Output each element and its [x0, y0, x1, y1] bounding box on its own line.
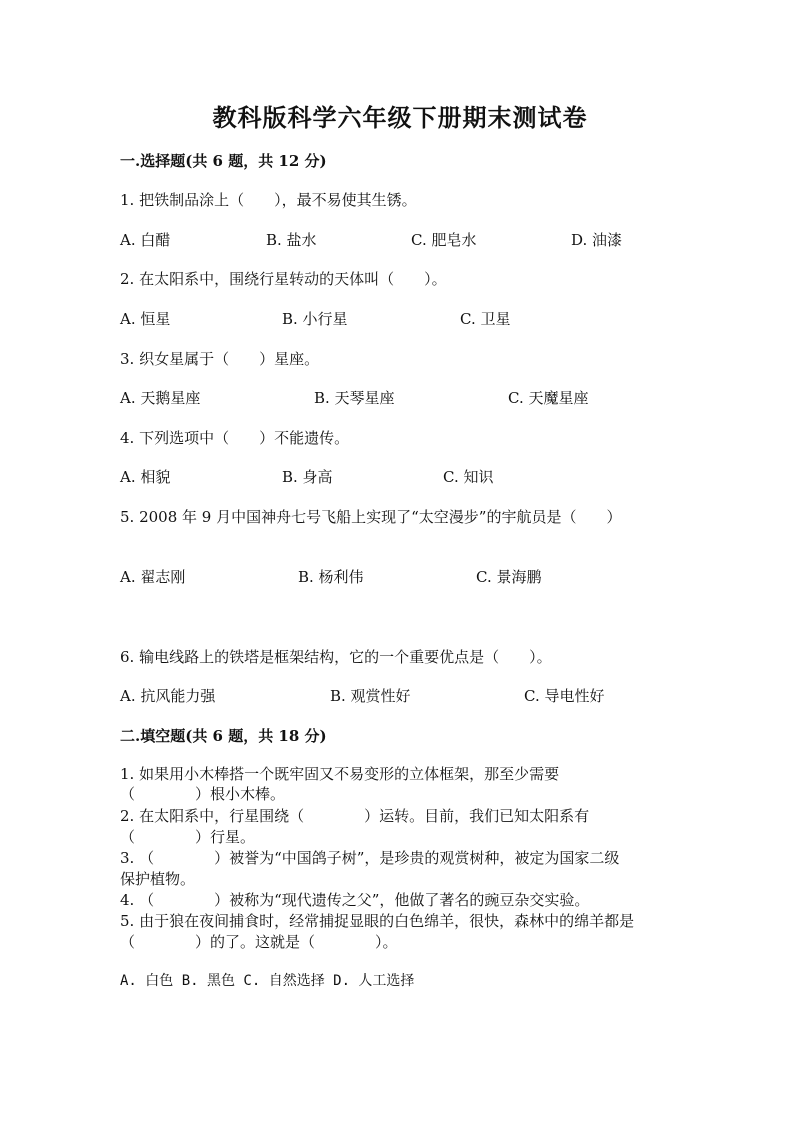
- fill-line-9: （ ）的了。这就是（ ）。: [120, 933, 398, 951]
- question-2-option-a: A. 恒星: [120, 310, 171, 328]
- question-3-option-b: B. 天琴星座: [314, 389, 395, 407]
- question-5-option-c: C. 景海鹏: [476, 568, 542, 586]
- question-4-option-c: C. 知识: [443, 468, 494, 486]
- question-6-option-c: C. 导电性好: [524, 687, 605, 705]
- question-4-stem: 4. 下列选项中（ ）不能遗传。: [120, 429, 350, 447]
- question-5-option-a: A. 翟志刚: [120, 568, 186, 586]
- question-3-option-c: C. 天魔星座: [508, 389, 589, 407]
- question-1-option-d: D. 油漆: [571, 231, 623, 249]
- question-5-option-b: B. 杨利伟: [298, 568, 364, 586]
- section-heading-fill: 二.填空题(共 6 题，共 18 分): [120, 727, 327, 745]
- question-6-option-a: A. 抗风能力强: [120, 687, 216, 705]
- question-2-stem: 2. 在太阳系中，围绕行星转动的天体叫（ ）。: [120, 270, 447, 288]
- question-4-option-b: B. 身高: [282, 468, 333, 486]
- question-1-option-a: A. 白醋: [120, 231, 171, 249]
- fill-line-7: 4. （ ）被称为“现代遗传之父”，他做了著名的豌豆杂交实验。: [120, 891, 590, 909]
- fill-line-6: 保护植物。: [120, 870, 196, 888]
- question-1-option-b: B. 盐水: [266, 231, 317, 249]
- question-5-stem: 5. 2008 年 9 月中国神舟七号飞船上实现了“太空漫步”的宇航员是（ ）: [120, 508, 622, 526]
- section-heading-choice: 一.选择题(共 6 题，共 12 分): [120, 152, 327, 170]
- question-1-stem: 1. 把铁制品涂上（ ），最不易使其生锈。: [120, 191, 417, 209]
- question-3-stem: 3. 织女星属于（ ）星座。: [120, 350, 320, 368]
- fill-line-4: （ ）行星。: [120, 828, 256, 846]
- question-6-stem: 6. 输电线路上的铁塔是框架结构，它的一个重要优点是（ ）。: [120, 648, 552, 666]
- fill-line-3: 2. 在太阳系中，行星围绕（ ）运转。目前，我们已知太阳系有: [120, 807, 590, 825]
- question-2-option-c: C. 卫星: [460, 310, 511, 328]
- fill-line-1: 1. 如果用小木棒搭一个既牢固又不易变形的立体框架，那至少需要: [120, 765, 560, 783]
- question-6-option-b: B. 观赏性好: [330, 687, 411, 705]
- question-3-option-a: A. 天鹅星座: [120, 389, 201, 407]
- question-2-option-b: B. 小行星: [282, 310, 348, 328]
- fill-line-8: 5. 由于狼在夜间捕食时，经常捕捉显眼的白色绵羊，很快，森林中的绵羊都是: [120, 912, 635, 930]
- fill-choices: A. 白色 B. 黑色 C. 自然选择 D. 人工选择: [120, 973, 415, 989]
- question-4-option-a: A. 相貌: [120, 468, 171, 486]
- page-title: 教科版科学六年级下册期末测试卷: [212, 103, 588, 132]
- fill-line-5: 3. （ ）被誉为“中国鸽子树”，是珍贵的观赏树种，被定为国家二级: [120, 849, 620, 867]
- fill-line-2: （ ）根小木棒。: [120, 785, 286, 803]
- question-1-option-c: C. 肥皂水: [411, 231, 477, 249]
